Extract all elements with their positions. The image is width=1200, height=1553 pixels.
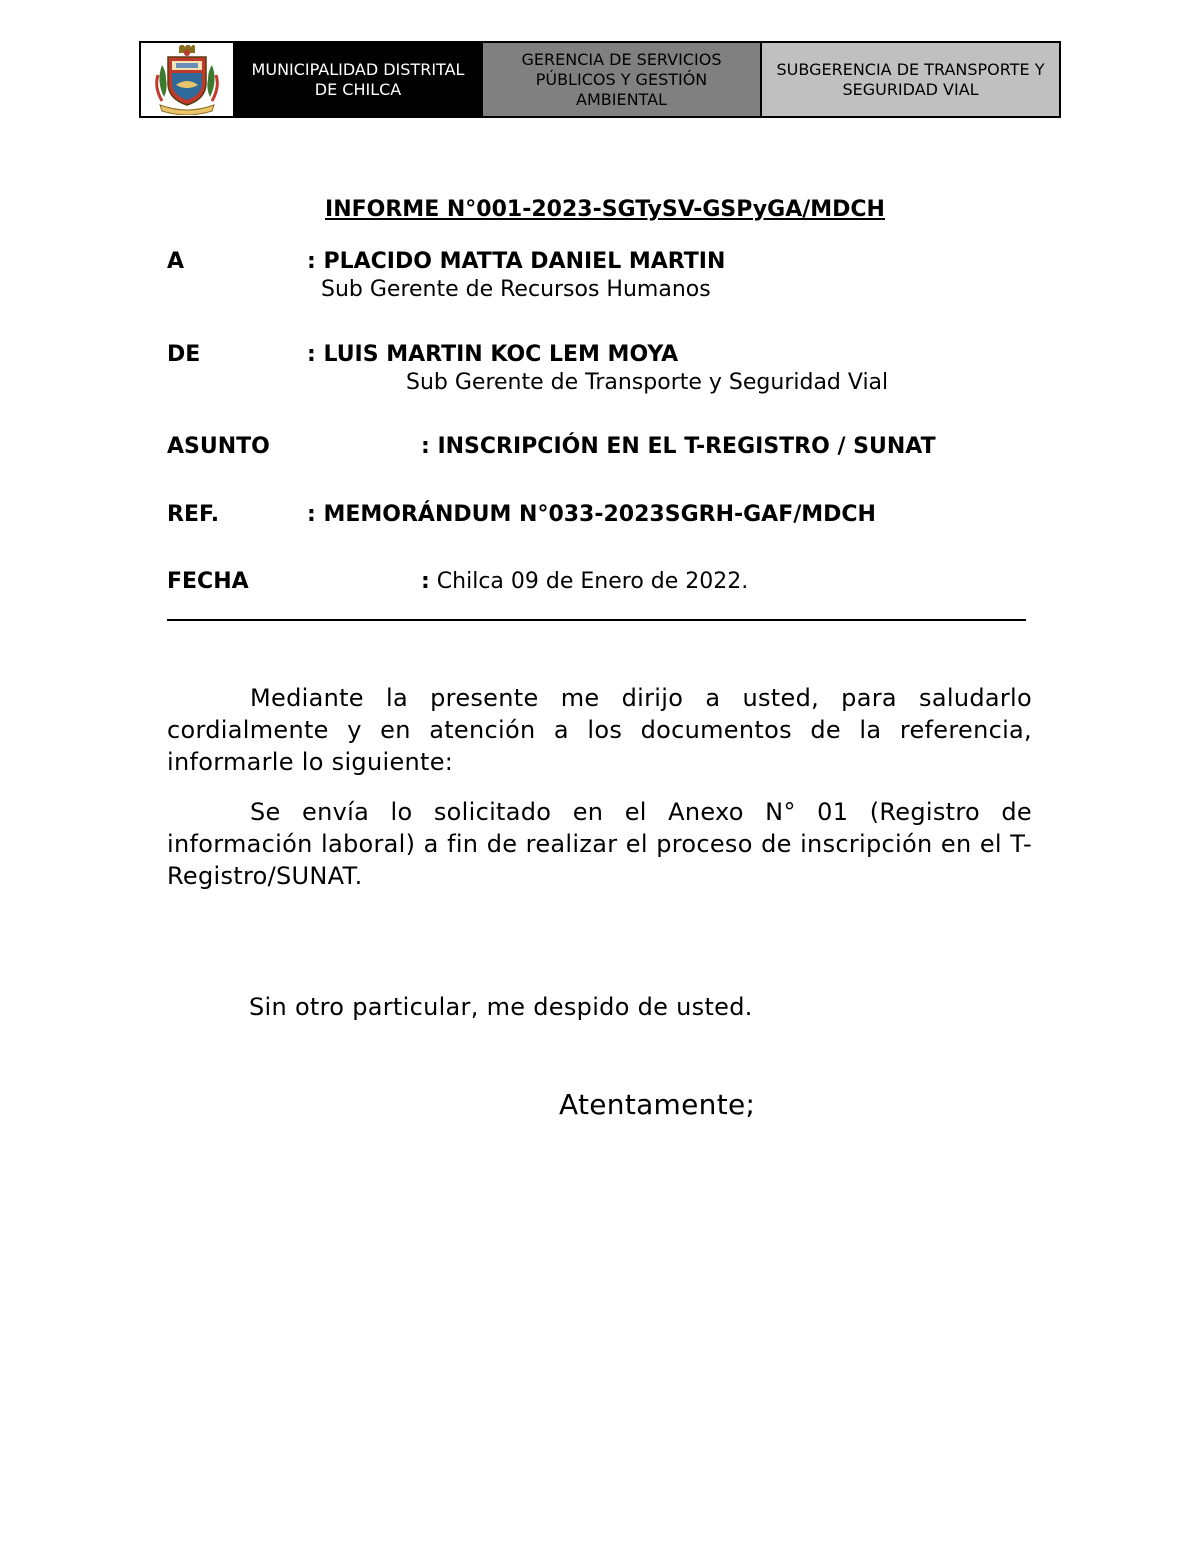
ref-label: REF. — [167, 502, 220, 527]
gerencia-cell — [481, 43, 760, 116]
subject-value: : INSCRIPCIÓN EN EL T-REGISTRO / SUNAT — [421, 434, 936, 459]
municipality-name: MUNICIPALIDAD DISTRITAL DE CHILCA — [251, 59, 465, 99]
signoff: Atentamente; — [559, 1088, 756, 1121]
logo-cell — [141, 43, 233, 116]
from-label: DE — [167, 342, 201, 367]
body-paragraph-1 — [167, 682, 1032, 778]
date-value: Chilca 09 de Enero de 2022. — [429, 569, 749, 594]
body-paragraph-2 — [167, 796, 1032, 892]
body-paragraph-1-text: Mediante la presente me dirijo a usted, para saludarlo cordialmente y en atención a los documentos de la referencia, informarle lo siguiente: — [167, 684, 1032, 776]
to-name: : PLACIDO MATTA DANIEL MARTIN — [307, 249, 726, 274]
ref-value: : MEMORÁNDUM N°033-2023SGRH-GAF/MDCH — [307, 502, 876, 527]
subject-label: ASUNTO — [167, 434, 270, 459]
header-divider — [167, 619, 1026, 621]
municipal-coat-of-arms-icon — [154, 45, 220, 115]
subgerencia-cell — [760, 43, 1059, 116]
to-label: A — [167, 249, 185, 274]
closing-line: Sin otro particular, me despido de usted. — [249, 993, 753, 1021]
from-name: : LUIS MARTIN KOC LEM MOYA — [307, 342, 679, 367]
date-value-line — [421, 569, 748, 594]
to-position: Sub Gerente de Recursos Humanos — [321, 277, 711, 302]
from-position: Sub Gerente de Transporte y Seguridad Vial — [406, 370, 889, 395]
gerencia-name: GERENCIA DE SERVICIOS PÚBLICOS Y GESTIÓN AMBIENTAL — [521, 49, 722, 109]
body-paragraph-2-text: Se envía lo solicitado en el Anexo N° 01 (Registro de información laboral) a fin de realizar el proceso de inscripción en el T-Registro/SUNAT. — [167, 798, 1032, 890]
date-colon: : — [421, 569, 430, 594]
document-header — [139, 41, 1061, 118]
subgerencia-name: SUBGERENCIA DE TRANSPORTE Y SEGURIDAD VIAL — [776, 59, 1045, 99]
date-label: FECHA — [167, 569, 249, 594]
report-title: INFORME N°001-2023-SGTySV-GSPyGA/MDCH — [325, 197, 885, 222]
municipality-cell — [233, 43, 481, 116]
